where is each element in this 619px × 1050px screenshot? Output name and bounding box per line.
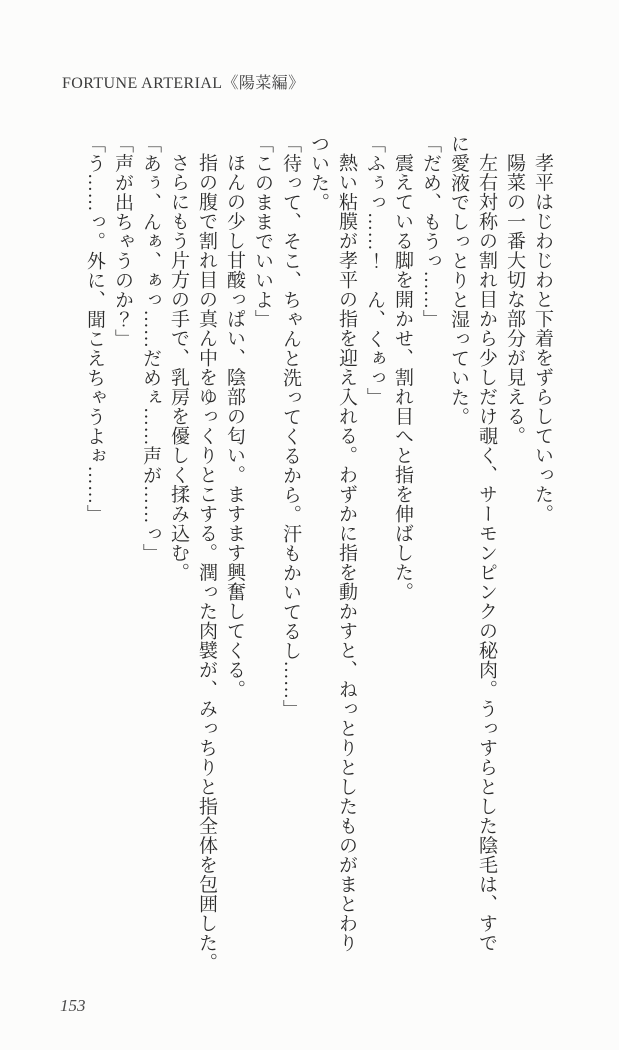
text-column: ついた。 bbox=[308, 134, 329, 212]
text-column: 「声が出ちゃうのか？」 bbox=[112, 134, 133, 349]
text-column: 「だめ、もうっ……」 bbox=[420, 134, 441, 329]
vertical-body-text bbox=[80, 134, 556, 972]
text-column: 震えている脚を開かせ、割れ目へと指を伸ばした。 bbox=[392, 153, 413, 602]
text-column: 孝平はじわじわと下着をずらしていった。 bbox=[532, 153, 553, 524]
text-column: 「このままでいいよ」 bbox=[252, 134, 273, 329]
text-column: 陽菜の一番大切な部分が見える。 bbox=[504, 153, 525, 446]
text-column: 「あぅ、んぁ、ぁっ……だめぇ……声が……っ」 bbox=[140, 134, 161, 563]
text-column: さらにもう片方の手で、乳房を優しく揉み込む。 bbox=[168, 153, 189, 582]
text-column: に愛液でしっとりと湿っていた。 bbox=[448, 134, 469, 427]
text-column: ほんの少し甘酸っぱい、陰部の匂い。ますます興奮してくる。 bbox=[224, 153, 245, 699]
text-column: 「う……っ。外に、聞こえちゃうよぉ……」 bbox=[84, 134, 105, 524]
running-head-title: FORTUNE ARTERIAL《陽菜編》 bbox=[62, 75, 305, 92]
page-number: 153 bbox=[60, 996, 86, 1015]
text-column: 指の腹で割れ目の真ん中をゆっくりとこする。潤った肉襞が、みっちりと指全体を包囲した。 bbox=[196, 153, 217, 972]
text-column: 左右対称の割れ目から少しだけ覗く、サーモンピンクの秘肉。うっすらとした陰毛は、すで bbox=[476, 153, 497, 953]
text-column: 熱い粘膜が孝平の指を迎え入れる。わずかに指を動かすと、ねっとりとしたものがまとわり bbox=[336, 153, 357, 953]
text-column: 「ふぅっ……！ ん、くぁっ」 bbox=[364, 134, 385, 407]
text-column: 「待って、そこ、ちゃんと洗ってくるから。汗もかいてるし……」 bbox=[280, 134, 301, 719]
